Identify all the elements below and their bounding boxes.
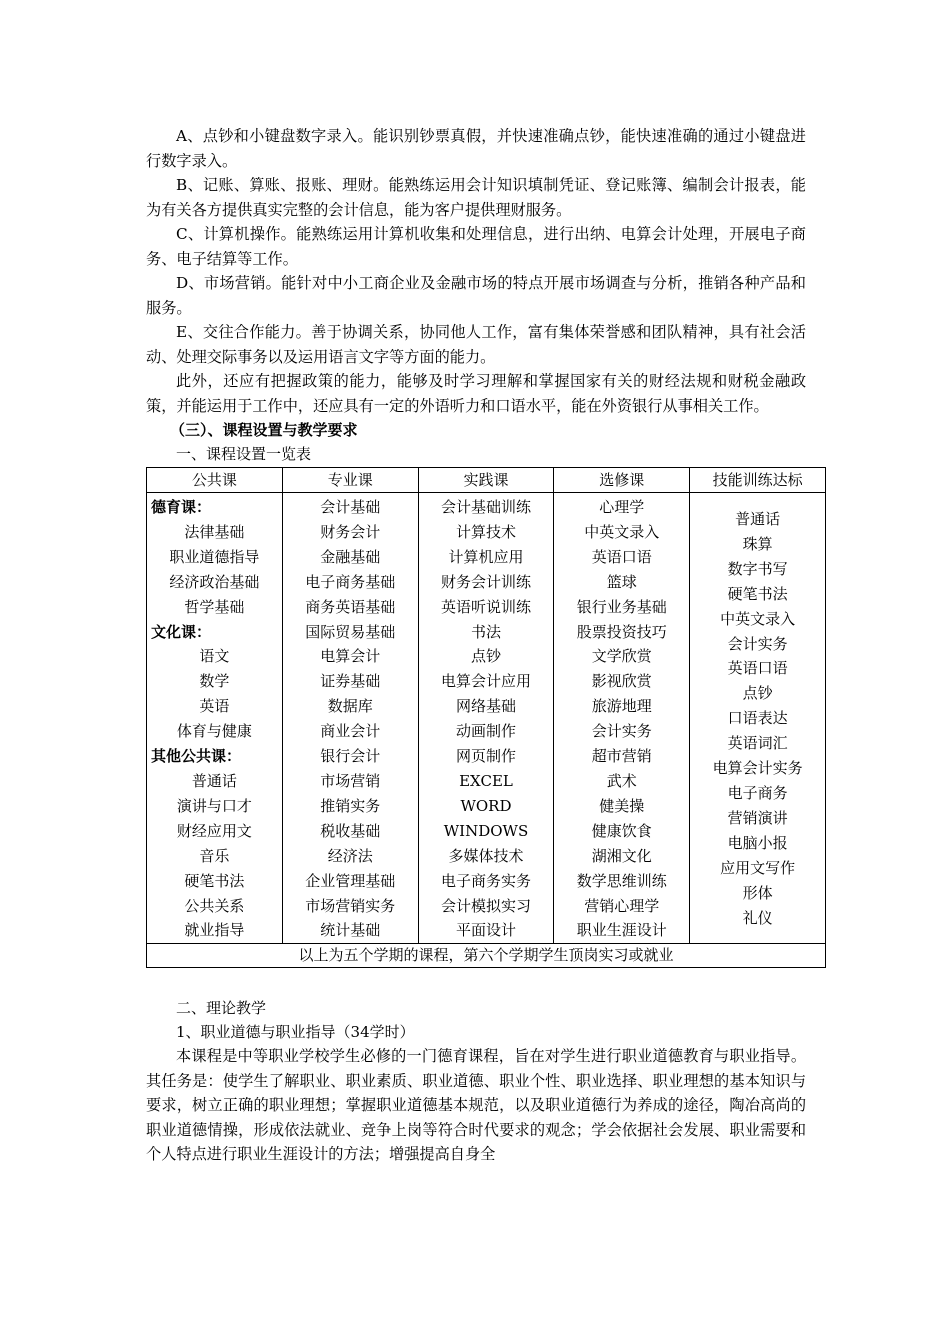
course-item: 市场营销 xyxy=(320,771,381,790)
course-item: 会计模拟实习 xyxy=(440,896,531,915)
table-caption: 一、课程设置一览表 xyxy=(176,445,312,463)
table-header-row xyxy=(147,468,826,493)
skill-item: 电算会计实务 xyxy=(712,759,803,778)
skill-item: 珠算 xyxy=(742,534,773,553)
course-group-label: 文化课： xyxy=(151,622,212,641)
skill-item: 礼仪 xyxy=(742,908,773,927)
paragraph-extra: 此外，还应有把握政策的能力，能够及时学习理解和掌握国家有关的财经法规和财税金融政策，并能运用于工作中，还应具有一定的外语听力和口语水平，能在外资银行从事相关工作。 xyxy=(146,372,806,415)
header-elective: 选修课 xyxy=(554,468,690,493)
course-item: 电子商务基础 xyxy=(305,572,396,591)
course-item: 旅游地理 xyxy=(591,697,652,716)
course-item: 会计基础训练 xyxy=(440,498,531,516)
public-courses-cell xyxy=(147,493,283,944)
course-item: 经济法 xyxy=(327,846,373,865)
course-item: 财务会计训练 xyxy=(440,572,531,591)
skill-item: 电脑小报 xyxy=(727,833,788,852)
course-item: 多媒体技术 xyxy=(448,846,524,865)
skill-item: 点钞 xyxy=(742,684,773,703)
skill-item: 硬笔书法 xyxy=(727,584,788,603)
header-practice: 实践课 xyxy=(418,468,554,493)
professional-courses-cell xyxy=(282,493,418,944)
course-item: 职业道德指导 xyxy=(169,547,260,566)
course-item: 经济政治基础 xyxy=(169,572,260,591)
course-item: 电子商务实务 xyxy=(440,871,531,890)
skill-item: 普通话 xyxy=(735,510,781,528)
course-item: 数据库 xyxy=(327,697,373,716)
course-item: 数学思维训练 xyxy=(576,871,667,890)
section-heading: （三）、课程设置与教学要求 xyxy=(170,421,358,439)
course-item: 体育与健康 xyxy=(176,722,252,741)
course-item: 国际贸易基础 xyxy=(305,622,396,641)
course-group-label: 德育课： xyxy=(151,498,212,516)
course-item: 普通话 xyxy=(191,771,237,790)
header-professional: 专业课 xyxy=(282,468,418,493)
skill-item: 电子商务 xyxy=(727,783,788,802)
course-item: 职业生涯设计 xyxy=(576,921,667,940)
course-item: 平面设计 xyxy=(455,921,516,940)
course-item: 证券基础 xyxy=(320,672,381,691)
course-item: 语文 xyxy=(199,647,230,666)
course-item: 股票投资技巧 xyxy=(576,622,667,641)
header-skills: 技能训练达标 xyxy=(690,468,826,493)
course-item: 电算会计应用 xyxy=(440,672,531,691)
table-footer-row xyxy=(147,944,826,968)
course-item: 就业指导 xyxy=(184,921,245,940)
course-item: 动画制作 xyxy=(455,722,516,741)
course-item: 健康饮食 xyxy=(591,821,652,840)
course-item: 篮球 xyxy=(606,572,637,591)
course-item: 文学欣赏 xyxy=(591,647,652,666)
course-item: 硬笔书法 xyxy=(184,871,245,890)
course-item: 商务英语基础 xyxy=(305,597,396,616)
skill-item: 数字书写 xyxy=(727,559,788,578)
paragraph-a: A、点钞和小键盘数字录入。能识别钞票真假，并快速准确点钞，能快速准确的通过小键盘进行数字录入。 xyxy=(146,127,806,170)
course-item: 武术 xyxy=(606,771,637,790)
course-item: WORD xyxy=(460,796,512,815)
table-body-row xyxy=(147,493,826,944)
skill-item: 英语词汇 xyxy=(727,734,788,753)
course-item: 心理学 xyxy=(599,498,645,516)
course-item: 营销心理学 xyxy=(584,896,660,915)
course-item: 点钞 xyxy=(470,647,501,666)
skill-item: 应用文写作 xyxy=(720,858,796,877)
course-item: 公共关系 xyxy=(184,896,245,915)
course-item: WINDOWS xyxy=(443,821,529,840)
course-item: 网络基础 xyxy=(455,697,516,716)
paragraph-e: E、交往合作能力。善于协调关系，协同他人工作，富有集体荣誉感和团队精神，具有社会活动、处理交际事务以及运用语言文字等方面的能力。 xyxy=(146,323,806,366)
section2-heading: 二、理论教学 xyxy=(176,999,267,1018)
practice-courses-cell xyxy=(418,493,554,944)
course-item: 影视欣赏 xyxy=(591,672,652,691)
course-item: 书法 xyxy=(470,622,501,641)
course-item: 会计实务 xyxy=(591,722,652,741)
elective-courses-cell xyxy=(554,493,690,944)
skill-item: 会计实务 xyxy=(727,634,788,653)
header-public: 公共课 xyxy=(147,468,283,493)
skill-item: 形体 xyxy=(742,883,773,902)
course-item: 会计基础 xyxy=(320,498,381,516)
course-item: 银行业务基础 xyxy=(576,597,667,616)
skill-item: 英语口语 xyxy=(727,659,788,678)
course-item: 税收基础 xyxy=(320,821,381,840)
table-footer-note: 以上为五个学期的课程，第六个学期学生顶岗实习或就业 xyxy=(147,944,826,968)
course-item: 湖湘文化 xyxy=(591,846,652,865)
course-item: 法律基础 xyxy=(184,522,245,541)
course-item: 财务会计 xyxy=(320,522,381,541)
course-item: 统计基础 xyxy=(320,921,381,940)
course-item: EXCEL xyxy=(459,771,513,790)
course-item: 哲学基础 xyxy=(184,597,245,616)
course-item: 计算机应用 xyxy=(448,547,524,566)
course-item: 超市营销 xyxy=(591,747,652,766)
course-item: 推销实务 xyxy=(320,796,381,815)
course-item: 英语 xyxy=(199,697,230,716)
course-item: 市场营销实务 xyxy=(305,896,396,915)
document-page xyxy=(146,124,806,1167)
skill-item: 口语表达 xyxy=(727,709,788,728)
course-item: 英语口语 xyxy=(591,547,652,566)
course-item: 音乐 xyxy=(199,846,230,865)
course-item: 银行会计 xyxy=(320,747,381,766)
skill-item: 营销演讲 xyxy=(727,808,788,827)
course-item: 健美操 xyxy=(599,796,645,815)
skill-item: 中英文录入 xyxy=(720,609,796,628)
course-item: 中英文录入 xyxy=(584,522,660,541)
paragraph-c: C、计算机操作。能熟练运用计算机收集和处理信息，进行出纳、电算会计处理，开展电子商务、电子结算等工作。 xyxy=(146,225,806,268)
skills-cell xyxy=(690,493,826,944)
course-item: 演讲与口才 xyxy=(176,796,252,815)
course-table xyxy=(146,467,826,968)
course-item: 计算技术 xyxy=(455,522,516,541)
course-item: 金融基础 xyxy=(320,547,381,566)
paragraph-b: B、记账、算账、报账、理财。能熟练运用会计知识填制凭证、登记账簿、编制会计报表，能为有关各方提供真实完整的会计信息，能为客户提供理财服务。 xyxy=(146,176,806,219)
course-item: 财经应用文 xyxy=(176,821,252,840)
course-item: 英语听说训练 xyxy=(440,597,531,616)
paragraph-d: D、市场营销。能针对中小工商企业及金融市场的特点开展市场调查与分析，推销各种产品和服务。 xyxy=(146,274,806,317)
course-item: 电算会计 xyxy=(320,647,381,666)
course-group-label: 其他公共课： xyxy=(151,747,242,766)
course-item: 商业会计 xyxy=(320,722,381,741)
course1-paragraph: 本课程是中等职业学校学生必修的一门德育课程，旨在对学生进行职业道德教育与职业指导。其任务是：使学生了解职业、职业素质、职业道德、职业个性、职业选择、职业理想的基本知识与要求，树立正确的职业理想；掌握职业道德基本规范，以及职业道德行为养成的途径，陶冶高尚的职业道德情操，形成依法就业、竞争上岗等符合时代要求的观念；学会依据社会发展、职业需要和个人特点进行职业生涯设计的方法；增强提高自身全 xyxy=(146,1047,806,1164)
course-item: 数学 xyxy=(199,672,230,691)
course-item: 企业管理基础 xyxy=(305,871,396,890)
course1-heading: 1、职业道德与职业指导（34学时） xyxy=(176,1023,415,1042)
course-item: 网页制作 xyxy=(455,747,516,766)
